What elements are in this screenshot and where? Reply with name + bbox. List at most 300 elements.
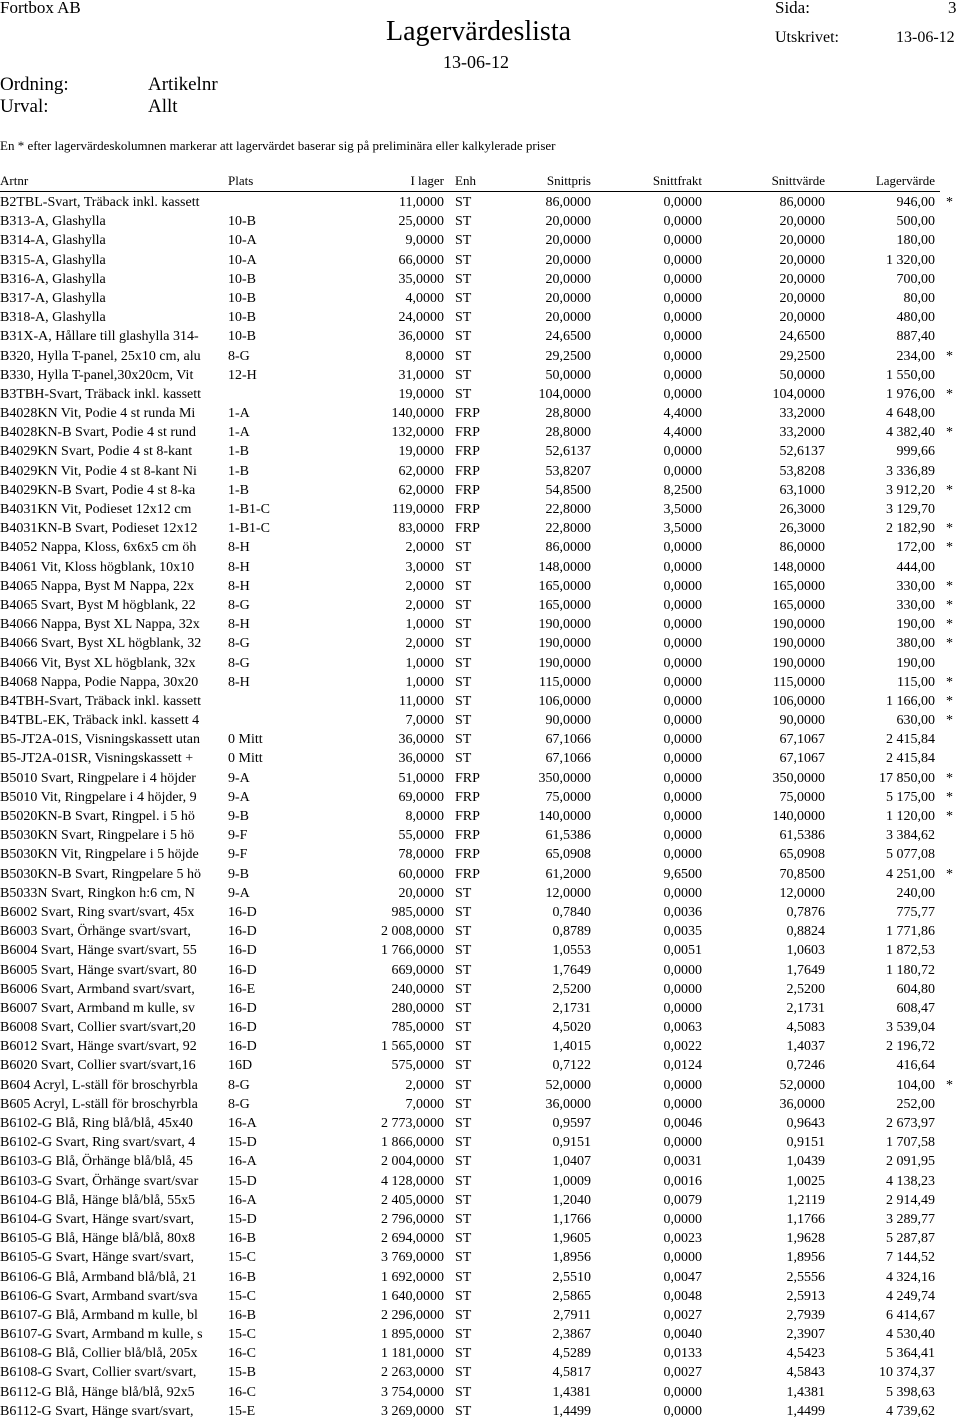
cell-artnr: B6108-G Svart, Collier svart/svart, xyxy=(0,1365,197,1381)
cell-artnr: B5030KN Svart, Ringpelare i 5 hö xyxy=(0,828,195,844)
cell-snittfrakt: 0,0000 xyxy=(663,617,702,633)
cell-enh: ST xyxy=(455,713,472,729)
cell-plats: 8-H xyxy=(228,617,250,633)
cell-snittvarde: 20,0000 xyxy=(779,214,825,230)
cell-plats: 1-B xyxy=(228,482,249,498)
cell-lagervarde: 1 707,58 xyxy=(886,1135,935,1151)
cell-plats: 16-D xyxy=(228,924,257,940)
cell-snittvarde: 86,0000 xyxy=(779,195,825,210)
cell-artnr: B313-A, Glashylla xyxy=(0,214,106,230)
cell-snittpris: 54,8500 xyxy=(545,482,591,498)
cell-snittfrakt: 8,2500 xyxy=(663,482,702,498)
cell-enh: ST xyxy=(455,962,472,978)
table-row xyxy=(0,596,960,615)
cell-lagervarde: 1 872,53 xyxy=(886,943,935,959)
cell-preliminary-flag: * xyxy=(946,713,953,729)
cell-snittvarde: 1,0603 xyxy=(786,943,825,959)
cell-snittfrakt: 0,0000 xyxy=(663,195,702,210)
cell-preliminary-flag: * xyxy=(946,597,953,613)
cell-artnr: B4068 Nappa, Podie Nappa, 30x20 xyxy=(0,674,199,690)
cell-snittfrakt: 3,5000 xyxy=(663,521,702,537)
cell-snittpris: 52,0000 xyxy=(545,1077,591,1093)
cell-ilager: 1 181,0000 xyxy=(381,1346,444,1362)
cell-lagervarde: 1 320,00 xyxy=(886,252,935,268)
cell-plats: 10-B xyxy=(228,214,256,230)
cell-ilager: 69,0000 xyxy=(398,789,444,805)
cell-ilager: 11,0000 xyxy=(399,195,444,210)
cell-snittpris: 24,6500 xyxy=(545,329,591,345)
cell-artnr: B6104-G Svart, Hänge svart/svart, xyxy=(0,1211,195,1227)
cell-preliminary-flag: * xyxy=(946,636,953,652)
cell-artnr: B5-JT2A-01SR, Visningskassett + xyxy=(0,751,194,767)
cell-artnr: B4028KN Vit, Podie 4 st runda Mi xyxy=(0,406,196,422)
cell-plats: 8-G xyxy=(228,655,250,671)
cell-ilager: 78,0000 xyxy=(398,847,444,863)
cell-enh: ST xyxy=(455,540,472,556)
report-title: Lagervärdeslista xyxy=(386,16,572,47)
cell-ilager: 2,0000 xyxy=(405,578,444,594)
cell-enh: ST xyxy=(455,1116,472,1131)
cell-ilager: 985,0000 xyxy=(391,904,444,920)
cell-lagervarde: 2 415,84 xyxy=(886,751,935,767)
cell-plats: 10-A xyxy=(228,252,257,268)
cell-lagervarde: 4 324,16 xyxy=(886,1269,935,1285)
cell-lagervarde: 416,64 xyxy=(896,1058,935,1074)
cell-snittpris: 148,0000 xyxy=(538,559,591,575)
cell-snittfrakt: 0,0000 xyxy=(663,809,702,824)
cell-snittvarde: 1,0439 xyxy=(786,1154,825,1170)
cell-lagervarde: 3 129,70 xyxy=(886,502,935,517)
table-row xyxy=(0,385,960,404)
cell-ilager: 36,0000 xyxy=(398,732,444,748)
cell-lagervarde: 1 771,86 xyxy=(886,924,935,940)
cell-ilager: 1 565,0000 xyxy=(381,1039,444,1055)
cell-snittpris: 1,4499 xyxy=(552,1403,591,1419)
cell-artnr: B4031KN Vit, Podieset 12x12 cm xyxy=(0,502,192,517)
cell-snittvarde: 29,2500 xyxy=(779,348,825,364)
cell-ilager: 2 263,0000 xyxy=(381,1365,444,1381)
cell-snittfrakt: 0,0000 xyxy=(663,885,702,901)
table-row xyxy=(0,673,960,692)
table-row xyxy=(0,1095,960,1114)
table-row xyxy=(0,1344,960,1363)
cell-snittpris: 106,0000 xyxy=(538,693,591,709)
cell-plats: 15-C xyxy=(228,1250,256,1266)
cell-enh: ST xyxy=(455,290,472,306)
cell-enh: FRP xyxy=(455,482,480,498)
cell-plats: 8-G xyxy=(228,636,250,652)
cell-snittpris: 52,6137 xyxy=(545,444,591,460)
cell-enh: ST xyxy=(455,693,472,709)
table-row xyxy=(0,308,960,327)
cell-ilager: 3,0000 xyxy=(405,559,444,575)
cell-snittvarde: 4,5423 xyxy=(786,1346,825,1362)
cell-plats: 8-H xyxy=(228,578,250,594)
cell-lagervarde: 2 914,49 xyxy=(886,1192,935,1208)
cell-lagervarde: 80,00 xyxy=(903,290,935,306)
cell-enh: ST xyxy=(455,655,472,671)
inventory-table xyxy=(0,193,960,1421)
cell-artnr: B2TBL-Svart, Träback inkl. kassett xyxy=(0,195,200,210)
cell-enh: ST xyxy=(455,1135,472,1151)
cell-artnr: B6020 Svart, Collier svart/svart,16 xyxy=(0,1058,196,1074)
cell-plats: 10-B xyxy=(228,271,256,287)
cell-plats: 9-A xyxy=(228,770,250,786)
cell-enh: ST xyxy=(455,1327,472,1343)
cell-snittfrakt: 0,0051 xyxy=(663,943,702,959)
cell-ilager: 2 796,0000 xyxy=(381,1211,444,1227)
cell-lagervarde: 1 550,00 xyxy=(886,367,935,383)
cell-snittpris: 36,0000 xyxy=(545,1096,591,1112)
cell-plats: 16-D xyxy=(228,904,257,920)
printed-date: 13-06-12 xyxy=(896,29,955,46)
cell-artnr: B4066 Vit, Byst XL högblank, 32x xyxy=(0,655,196,671)
order-value: Artikelnr xyxy=(148,74,218,95)
cell-lagervarde: 4 739,62 xyxy=(886,1403,935,1419)
table-row xyxy=(0,961,960,980)
cell-ilager: 60,0000 xyxy=(398,866,444,882)
cell-artnr: B316-A, Glashylla xyxy=(0,271,106,287)
table-row xyxy=(0,788,960,807)
cell-snittvarde: 26,3000 xyxy=(779,521,825,537)
cell-enh: ST xyxy=(455,751,472,767)
cell-artnr: B605 Acryl, L-ställ för broschyrbla xyxy=(0,1096,198,1112)
cell-lagervarde: 180,00 xyxy=(896,233,935,249)
cell-artnr: B4029KN Svart, Podie 4 st 8-kant xyxy=(0,444,193,460)
cell-artnr: B6008 Svart, Collier svart/svart,20 xyxy=(0,1020,196,1036)
page-number: 3 xyxy=(948,0,957,17)
cell-enh: ST xyxy=(455,1346,472,1362)
cell-ilager: 62,0000 xyxy=(398,482,444,498)
cell-artnr: B6102-G Blå, Ring blå/blå, 45x40 xyxy=(0,1116,193,1131)
cell-enh: ST xyxy=(455,252,472,268)
cell-plats: 10-B xyxy=(228,329,256,345)
cell-enh: ST xyxy=(455,1403,472,1419)
cell-snittpris: 0,9151 xyxy=(552,1135,591,1151)
cell-snittpris: 4,5020 xyxy=(552,1020,591,1036)
col-snittfrakt: Snittfrakt xyxy=(652,173,702,188)
table-row xyxy=(0,1133,960,1152)
cell-snittvarde: 2,7939 xyxy=(786,1307,825,1323)
cell-snittfrakt: 0,0027 xyxy=(663,1307,702,1323)
cell-lagervarde: 330,00 xyxy=(896,597,935,613)
cell-snittfrakt: 0,0000 xyxy=(663,962,702,978)
cell-snittvarde: 0,7246 xyxy=(786,1058,825,1074)
cell-snittfrakt: 0,0000 xyxy=(663,636,702,652)
cell-snittpris: 61,5386 xyxy=(545,828,591,844)
cell-snittpris: 0,9597 xyxy=(552,1116,591,1131)
table-row xyxy=(0,711,960,730)
cell-snittvarde: 63,1000 xyxy=(779,482,825,498)
cell-snittvarde: 0,8824 xyxy=(786,924,825,940)
company-name: Fortbox AB xyxy=(0,0,81,17)
cell-enh: FRP xyxy=(455,425,480,441)
cell-enh: ST xyxy=(455,636,472,652)
cell-snittfrakt: 0,0000 xyxy=(663,1403,702,1419)
cell-snittfrakt: 0,0000 xyxy=(663,981,702,997)
cell-enh: FRP xyxy=(455,444,480,460)
cell-preliminary-flag: * xyxy=(946,540,953,556)
cell-snittfrakt: 0,0079 xyxy=(663,1192,702,1208)
cell-snittvarde: 1,8956 xyxy=(786,1250,825,1266)
cell-plats: 15-D xyxy=(228,1135,257,1151)
table-row xyxy=(0,327,960,346)
cell-snittfrakt: 4,4000 xyxy=(663,425,702,441)
cell-artnr: B315-A, Glashylla xyxy=(0,252,106,268)
cell-ilager: 1 766,0000 xyxy=(381,943,444,959)
cell-snittfrakt: 0,0000 xyxy=(663,540,702,556)
cell-snittpris: 20,0000 xyxy=(545,214,591,230)
cell-enh: ST xyxy=(455,233,472,249)
cell-snittfrakt: 0,0000 xyxy=(663,1096,702,1112)
cell-lagervarde: 1 976,00 xyxy=(886,386,935,402)
cell-snittfrakt: 0,0000 xyxy=(663,655,702,671)
cell-ilager: 2 296,0000 xyxy=(381,1307,444,1323)
cell-snittvarde: 1,1766 xyxy=(786,1211,825,1227)
cell-artnr: B4031KN-B Svart, Podieset 12x12 xyxy=(0,521,198,537)
selection-value: Allt xyxy=(148,96,178,117)
cell-lagervarde: 4 530,40 xyxy=(886,1327,935,1343)
cell-snittfrakt: 0,0000 xyxy=(663,1077,702,1093)
cell-snittvarde: 36,0000 xyxy=(779,1096,825,1112)
cell-enh: ST xyxy=(455,310,472,326)
cell-snittvarde: 190,0000 xyxy=(772,655,825,671)
cell-snittfrakt: 0,0022 xyxy=(663,1039,702,1055)
cell-snittfrakt: 0,0000 xyxy=(663,271,702,287)
cell-enh: FRP xyxy=(455,789,480,805)
cell-lagervarde: 104,00 xyxy=(896,1077,935,1093)
cell-snittpris: 1,1766 xyxy=(552,1211,591,1227)
cell-snittpris: 50,0000 xyxy=(545,367,591,383)
col-artnr: Artnr xyxy=(0,173,29,188)
table-row xyxy=(0,615,960,634)
cell-enh: FRP xyxy=(455,809,480,824)
cell-plats: 16-E xyxy=(228,981,256,997)
cell-plats: 9-F xyxy=(228,847,248,863)
cell-lagervarde: 946,00 xyxy=(896,195,935,210)
cell-plats: 1-B1-C xyxy=(228,502,270,517)
cell-enh: ST xyxy=(455,214,472,230)
cell-snittpris: 75,0000 xyxy=(545,789,591,805)
cell-snittvarde: 0,9151 xyxy=(786,1135,825,1151)
cell-snittvarde: 1,4381 xyxy=(786,1384,825,1400)
cell-artnr: B604 Acryl, L-ställ för broschyrbla xyxy=(0,1077,198,1093)
cell-artnr: B5033N Svart, Ringkon h:6 cm, N xyxy=(0,885,195,901)
cell-artnr: B6103-G Blå, Örhänge blå/blå, 45 xyxy=(0,1154,193,1170)
table-row xyxy=(0,404,960,423)
cell-lagervarde: 234,00 xyxy=(896,348,935,364)
cell-preliminary-flag: * xyxy=(946,1077,953,1093)
cell-enh: FRP xyxy=(455,502,480,517)
table-row xyxy=(0,1229,960,1248)
cell-ilager: 140,0000 xyxy=(391,406,444,422)
cell-snittfrakt: 9,6500 xyxy=(663,866,702,882)
cell-preliminary-flag: * xyxy=(946,674,953,690)
cell-ilager: 132,0000 xyxy=(391,425,444,441)
cell-artnr: B4029KN Vit, Podie 4 st 8-kant Ni xyxy=(0,463,197,479)
table-row xyxy=(0,980,960,999)
cell-lagervarde: 172,00 xyxy=(896,540,935,556)
cell-plats: 9-F xyxy=(228,828,248,844)
table-row xyxy=(0,366,960,385)
cell-snittvarde: 1,7649 xyxy=(786,962,825,978)
table-row xyxy=(0,1287,960,1306)
cell-snittpris: 28,8000 xyxy=(545,425,591,441)
cell-enh: ST xyxy=(455,1365,472,1381)
cell-snittvarde: 4,5843 xyxy=(786,1365,825,1381)
cell-artnr: B3TBH-Svart, Träback inkl. kassett xyxy=(0,386,202,402)
table-row xyxy=(0,289,960,308)
cell-snittpris: 140,0000 xyxy=(538,809,591,824)
cell-snittvarde: 2,5556 xyxy=(786,1269,825,1285)
cell-lagervarde: 1 120,00 xyxy=(886,809,935,824)
table-row xyxy=(0,1210,960,1229)
cell-ilager: 575,0000 xyxy=(391,1058,444,1074)
cell-snittfrakt: 0,0000 xyxy=(663,713,702,729)
cell-plats: 15-D xyxy=(228,1173,257,1189)
cell-snittfrakt: 0,0048 xyxy=(663,1288,702,1304)
cell-lagervarde: 1 166,00 xyxy=(886,693,935,709)
cell-ilager: 2 694,0000 xyxy=(381,1231,444,1247)
cell-plats: 16-A xyxy=(228,1154,257,1170)
cell-snittfrakt: 0,0027 xyxy=(663,1365,702,1381)
cell-lagervarde: 700,00 xyxy=(896,271,935,287)
cell-enh: ST xyxy=(455,1000,472,1016)
cell-ilager: 119,0000 xyxy=(392,502,444,517)
cell-snittpris: 350,0000 xyxy=(538,770,591,786)
cell-snittvarde: 20,0000 xyxy=(779,290,825,306)
cell-preliminary-flag: * xyxy=(946,809,953,824)
cell-enh: ST xyxy=(455,1077,472,1093)
cell-snittpris: 28,8000 xyxy=(545,406,591,422)
cell-ilager: 2,0000 xyxy=(405,540,444,556)
cell-artnr: B6105-G Svart, Hänge svart/svart, xyxy=(0,1250,195,1266)
cell-ilager: 35,0000 xyxy=(398,271,444,287)
cell-preliminary-flag: * xyxy=(946,521,953,537)
cell-snittfrakt: 0,0000 xyxy=(663,1211,702,1227)
cell-enh: ST xyxy=(455,386,472,402)
cell-snittvarde: 2,5200 xyxy=(786,981,825,997)
cell-enh: ST xyxy=(455,981,472,997)
cell-snittfrakt: 0,0000 xyxy=(663,789,702,805)
cell-snittpris: 86,0000 xyxy=(545,540,591,556)
cell-ilager: 8,0000 xyxy=(405,809,444,824)
cell-artnr: B6004 Svart, Hänge svart/svart, 55 xyxy=(0,943,197,959)
cell-snittfrakt: 0,0000 xyxy=(663,770,702,786)
table-row xyxy=(0,270,960,289)
cell-snittfrakt: 0,0000 xyxy=(663,444,702,460)
table-row xyxy=(0,1248,960,1267)
cell-snittpris: 2,7911 xyxy=(553,1307,591,1323)
cell-lagervarde: 10 374,37 xyxy=(879,1365,935,1381)
cell-ilager: 2,0000 xyxy=(405,1077,444,1093)
cell-ilager: 1,0000 xyxy=(405,617,444,633)
cell-snittpris: 53,8207 xyxy=(545,463,591,479)
cell-lagervarde: 5 398,63 xyxy=(886,1384,935,1400)
cell-snittfrakt: 0,0000 xyxy=(663,828,702,844)
table-row xyxy=(0,1076,960,1095)
cell-snittvarde: 90,0000 xyxy=(779,713,825,729)
cell-ilager: 3 769,0000 xyxy=(381,1250,444,1266)
cell-snittfrakt: 0,0000 xyxy=(663,367,702,383)
page-label: Sida: xyxy=(775,0,810,17)
cell-plats: 15-C xyxy=(228,1327,256,1343)
cell-plats: 8-H xyxy=(228,674,250,690)
cell-lagervarde: 2 673,97 xyxy=(886,1116,935,1131)
cell-snittpris: 20,0000 xyxy=(545,233,591,249)
cell-enh: ST xyxy=(455,732,472,748)
table-header xyxy=(0,173,960,191)
cell-snittpris: 20,0000 xyxy=(545,252,591,268)
cell-snittfrakt: 0,0000 xyxy=(663,252,702,268)
cell-ilager: 1,0000 xyxy=(405,674,444,690)
cell-artnr: B6012 Svart, Hänge svart/svart, 92 xyxy=(0,1039,197,1055)
cell-artnr: B317-A, Glashylla xyxy=(0,290,106,306)
table-row xyxy=(0,807,960,826)
cell-plats: 9-A xyxy=(228,789,250,805)
cell-lagervarde: 3 289,77 xyxy=(886,1211,935,1227)
cell-ilager: 4 128,0000 xyxy=(381,1173,444,1189)
cell-lagervarde: 190,00 xyxy=(896,617,935,633)
cell-snittfrakt: 0,0031 xyxy=(663,1154,702,1170)
cell-snittvarde: 104,0000 xyxy=(772,386,825,402)
table-row xyxy=(0,1152,960,1171)
col-lagervarde: Lagervärde xyxy=(875,173,935,188)
table-row xyxy=(0,423,960,442)
cell-snittfrakt: 0,0036 xyxy=(663,904,702,920)
cell-plats: 16-C xyxy=(228,1384,256,1400)
cell-artnr: B4029KN-B Svart, Podie 4 st 8-ka xyxy=(0,482,196,498)
cell-enh: ST xyxy=(455,1269,472,1285)
cell-enh: ST xyxy=(455,1192,472,1208)
cell-plats: 1-B xyxy=(228,444,249,460)
cell-snittfrakt: 0,0000 xyxy=(663,751,702,767)
cell-preliminary-flag: * xyxy=(946,195,953,210)
cell-plats: 15-B xyxy=(228,1365,256,1381)
table-row xyxy=(0,1402,960,1421)
cell-snittfrakt: 0,0000 xyxy=(663,386,702,402)
table-row xyxy=(0,519,960,538)
cell-enh: FRP xyxy=(455,406,480,422)
cell-snittpris: 190,0000 xyxy=(538,655,591,671)
cell-enh: ST xyxy=(455,578,472,594)
cell-snittpris: 61,2000 xyxy=(545,866,591,882)
cell-enh: FRP xyxy=(455,828,480,844)
cell-snittvarde: 20,0000 xyxy=(779,271,825,287)
cell-ilager: 7,0000 xyxy=(405,713,444,729)
cell-snittvarde: 24,6500 xyxy=(779,329,825,345)
cell-plats: 8-G xyxy=(228,348,250,364)
cell-ilager: 9,0000 xyxy=(405,233,444,249)
cell-snittfrakt: 0,0000 xyxy=(663,290,702,306)
cell-snittpris: 65,0908 xyxy=(545,847,591,863)
cell-snittpris: 2,1731 xyxy=(552,1000,591,1016)
cell-snittvarde: 20,0000 xyxy=(779,233,825,249)
cell-snittvarde: 86,0000 xyxy=(779,540,825,556)
cell-snittpris: 4,5817 xyxy=(552,1365,591,1381)
table-row xyxy=(0,212,960,231)
table-row xyxy=(0,1056,960,1075)
table-row xyxy=(0,1306,960,1325)
header-divider xyxy=(0,191,940,192)
cell-snittpris: 1,2040 xyxy=(552,1192,591,1208)
table-row xyxy=(0,749,960,768)
cell-snittpris: 22,8000 xyxy=(545,521,591,537)
cell-snittvarde: 52,0000 xyxy=(779,1077,825,1093)
cell-enh: ST xyxy=(455,597,472,613)
table-row xyxy=(0,538,960,557)
cell-lagervarde: 2 091,95 xyxy=(886,1154,935,1170)
